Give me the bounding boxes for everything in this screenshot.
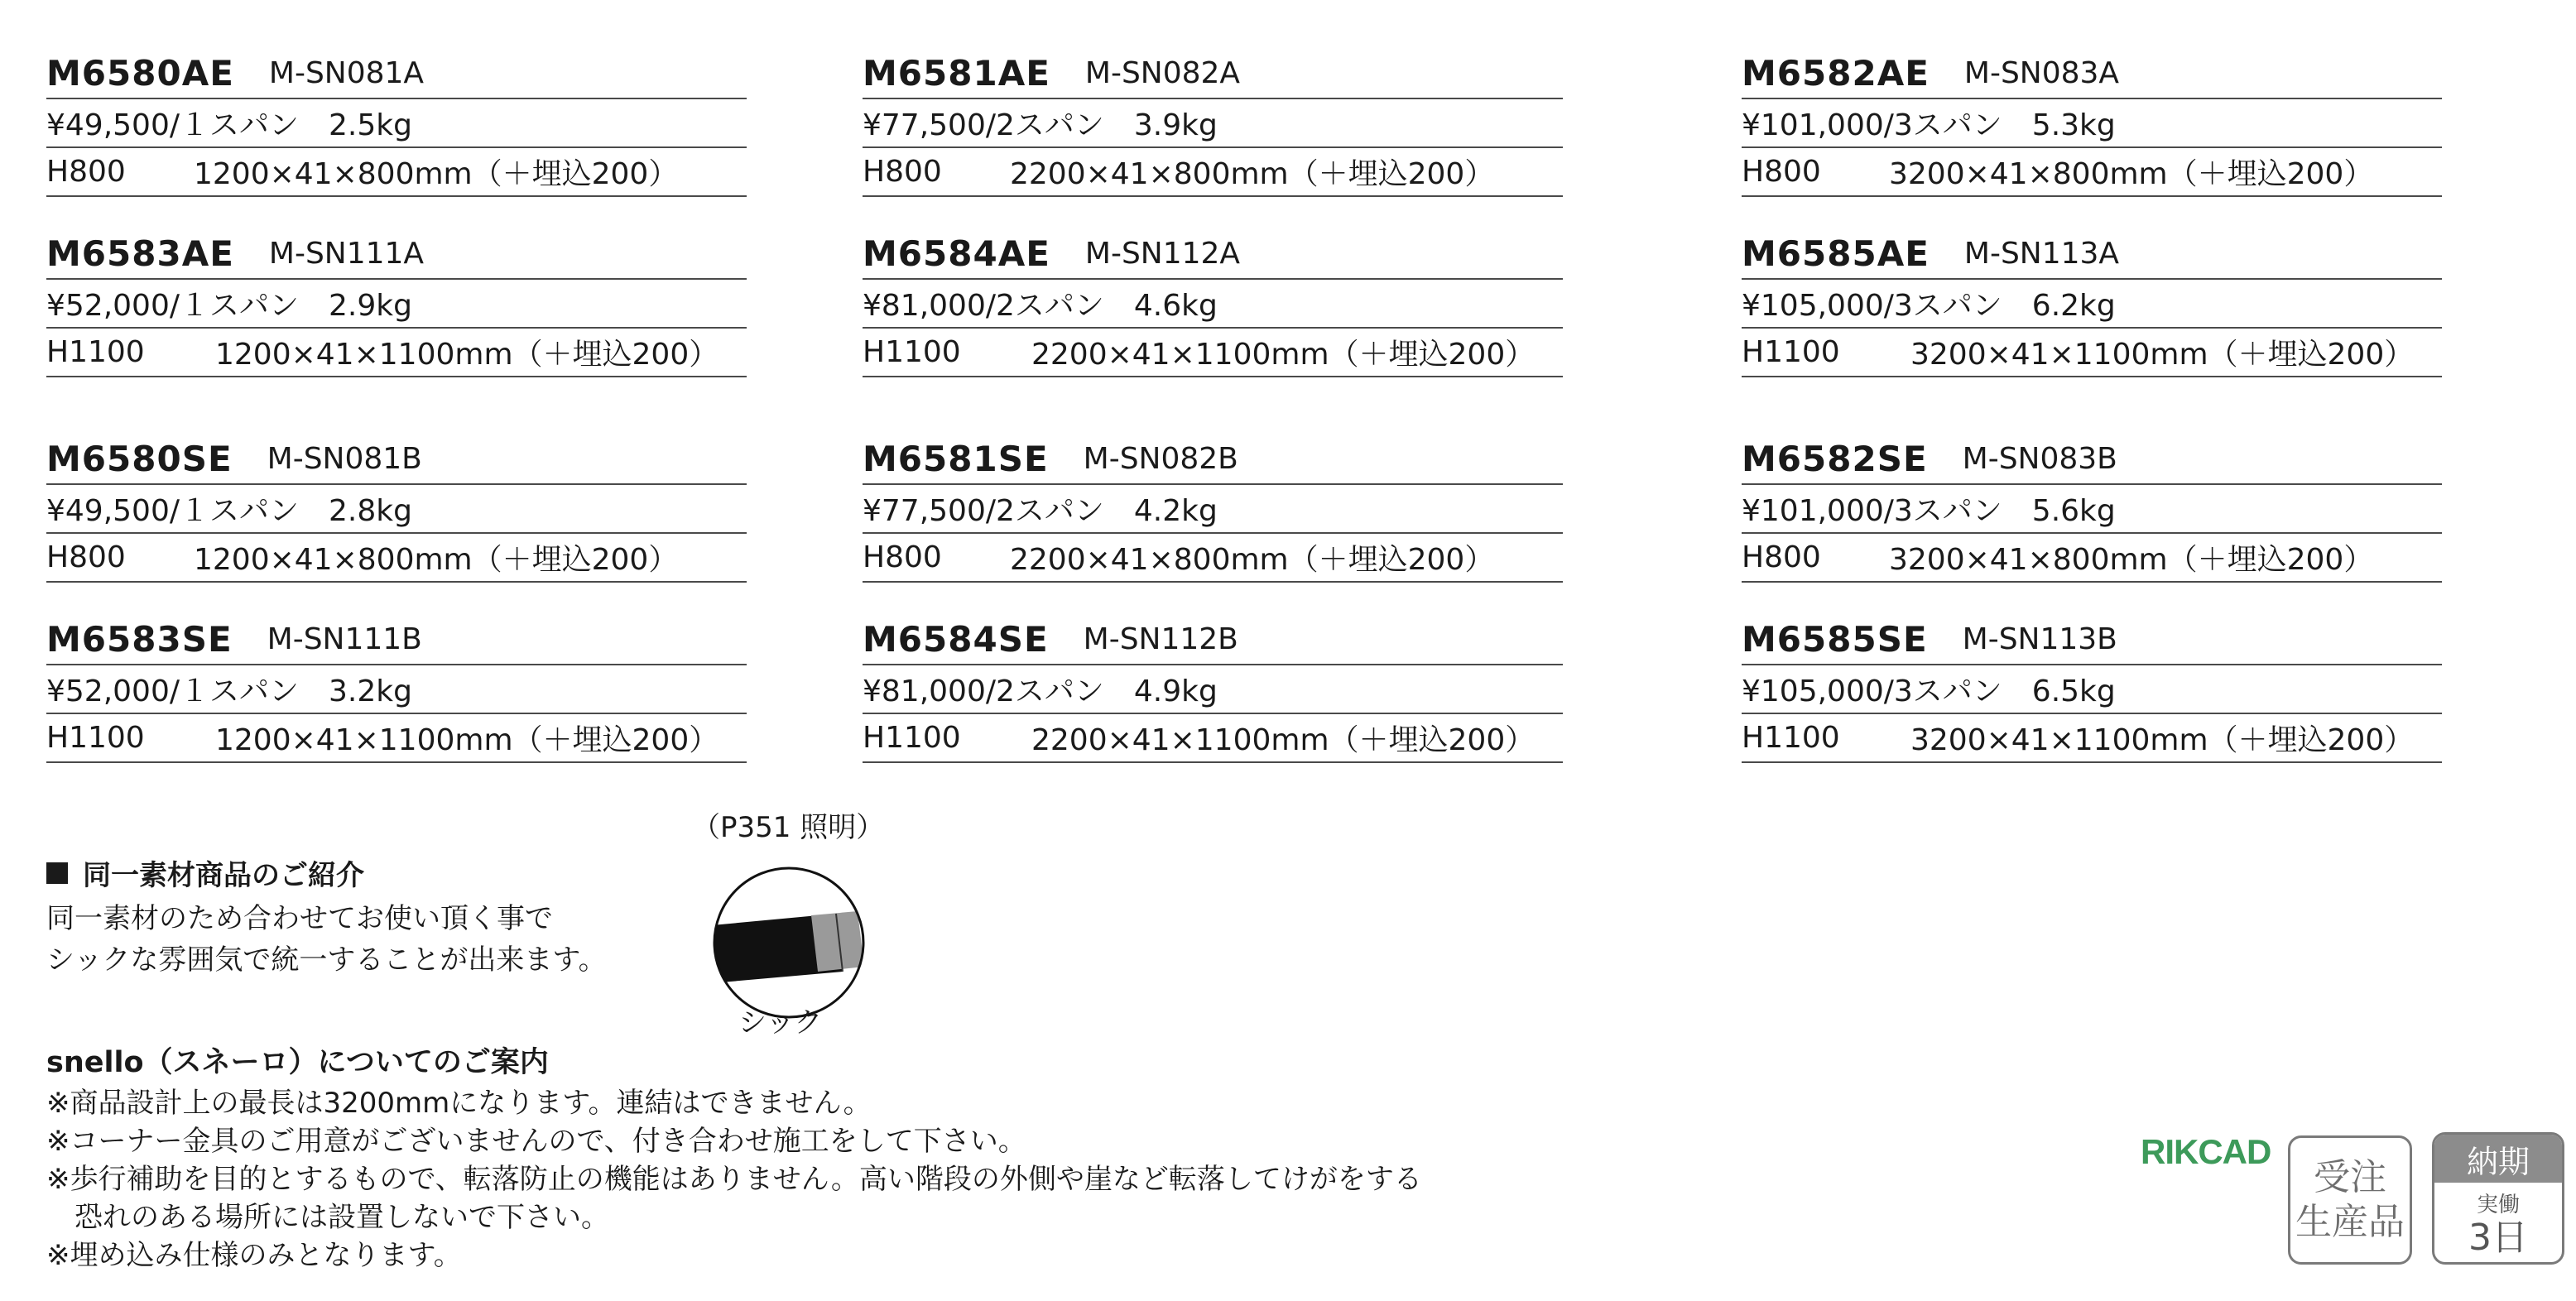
product-item: [1742, 48, 2442, 197]
product-code: M6582SE: [1742, 438, 1928, 479]
product-dims: 3200×41×1100mm（＋埋込200）: [1910, 723, 2415, 757]
made-to-order-badge: [2288, 1135, 2412, 1265]
product-height: H800: [46, 540, 126, 574]
product-subcode: M-SN113A: [1963, 236, 2120, 271]
product-code: M6584SE: [863, 618, 1049, 660]
product-height: H800: [1742, 155, 1821, 189]
badge-order-bottom: 生産品: [2295, 1201, 2405, 1243]
product-subcode: M-SN081B: [267, 441, 422, 476]
product-height: H1100: [863, 335, 961, 369]
snello-notes: [46, 1039, 1422, 1275]
product-price: ¥49,500/１スパン 2.5kg: [46, 108, 412, 142]
delivery-sub: 実働: [2476, 1193, 2520, 1217]
intro-title: [46, 852, 607, 893]
product-code: M6583AE: [46, 233, 234, 274]
product-subcode: M-SN111A: [268, 236, 425, 271]
product-height: H800: [46, 155, 126, 189]
product-subcode: M-SN081A: [268, 55, 425, 90]
product-dims: 2200×41×800mm（＋埋込200）: [1010, 543, 1495, 577]
product-dims: 2200×41×1100mm（＋埋込200）: [1031, 338, 1536, 372]
note-item: ※商品設計上の最長は3200mmになります。連結はできません。: [46, 1087, 872, 1120]
product-subcode: M-SN082A: [1084, 55, 1241, 90]
badge-order-top: 受注: [2314, 1156, 2386, 1198]
product-dims: 3200×41×800mm（＋埋込200）: [1889, 157, 2374, 191]
product-dims: 1200×41×1100mm（＋埋込200）: [215, 338, 719, 372]
product-height: H1100: [1742, 721, 1840, 755]
product-code: M6581SE: [863, 438, 1049, 479]
chic-color-swatch-icon: [712, 866, 866, 1020]
product-item: [1742, 228, 2442, 377]
product-column-2: [863, 48, 1563, 763]
product-subcode: M-SN113B: [1962, 622, 2117, 656]
product-dims: 1200×41×800mm（＋埋込200）: [194, 157, 679, 191]
product-code: M6584AE: [863, 233, 1050, 274]
product-code: M6581AE: [863, 52, 1050, 94]
swatch-label: シック: [738, 1006, 823, 1039]
product-subcode: M-SN082B: [1083, 441, 1238, 476]
product-price: ¥105,000/3スパン 6.5kg: [1742, 675, 2116, 708]
product-column-3: [1742, 48, 2442, 763]
product-code: M6585AE: [1742, 233, 1930, 274]
product-height: H1100: [46, 721, 145, 755]
note-item: 恐れのある場所には設置しないで下さい。: [46, 1201, 609, 1234]
intro-title-text: 同一素材商品のご紹介: [83, 859, 364, 892]
product-code: M6580SE: [46, 438, 233, 479]
product-price: ¥77,500/2スパン 4.2kg: [863, 494, 1218, 528]
delivery-days: 3日: [2468, 1217, 2528, 1259]
product-height: H800: [1742, 540, 1821, 574]
intro-line: シックな雰囲気で統一することが出来ます。: [46, 943, 607, 977]
product-item: [1742, 434, 2442, 583]
product-subcode: M-SN112A: [1084, 236, 1241, 271]
product-dims: 2200×41×800mm（＋埋込200）: [1010, 157, 1495, 191]
product-code: M6585SE: [1742, 618, 1928, 660]
product-item: [46, 48, 747, 197]
product-price: ¥49,500/１スパン 2.8kg: [46, 494, 412, 528]
product-price: ¥81,000/2スパン 4.6kg: [863, 289, 1218, 323]
product-dims: 1200×41×800mm（＋埋込200）: [194, 543, 679, 577]
product-code: M6582AE: [1742, 52, 1930, 94]
product-price: ¥52,000/１スパン 3.2kg: [46, 675, 412, 708]
product-item: [1742, 614, 2442, 763]
notes-heading: snello（スネーロ）についてのご案内: [46, 1046, 549, 1079]
product-item: [863, 228, 1563, 377]
product-price: ¥105,000/3スパン 6.2kg: [1742, 289, 2116, 323]
product-height: H1100: [1742, 335, 1840, 369]
product-dims: 1200×41×1100mm（＋埋込200）: [215, 723, 719, 757]
note-item: ※歩行補助を目的とするもので、転落防止の機能はありません。高い階段の外側や崖など転落してけがをする: [46, 1163, 1422, 1196]
product-height: H1100: [46, 335, 145, 369]
product-height: H1100: [863, 721, 961, 755]
product-price: ¥52,000/１スパン 2.9kg: [46, 289, 412, 323]
product-dims: 2200×41×1100mm（＋埋込200）: [1031, 723, 1536, 757]
product-code: M6583SE: [46, 618, 233, 660]
intro-body: [46, 898, 607, 981]
same-material-intro: [46, 852, 607, 981]
product-code: M6580AE: [46, 52, 234, 94]
product-column-1: [46, 48, 747, 763]
product-price: ¥101,000/3スパン 5.3kg: [1742, 108, 2116, 142]
rikcad-logo: RIKCAD: [2141, 1132, 2271, 1171]
product-item: [46, 434, 747, 583]
product-subcode: M-SN112B: [1083, 622, 1238, 656]
note-item: ※コーナー金具のご用意がございませんので、付き合わせ施工をして下さい。: [46, 1125, 1026, 1158]
intro-line: 同一素材のため合わせてお使い頂く事で: [46, 902, 553, 935]
product-height: H800: [863, 540, 942, 574]
product-item: [46, 228, 747, 377]
product-item: [46, 614, 747, 763]
note-item: ※埋め込み仕様のみとなります。: [46, 1239, 462, 1272]
page-reference: （P351 照明）: [692, 811, 885, 844]
product-price: ¥101,000/3スパン 5.6kg: [1742, 494, 2116, 528]
product-price: ¥81,000/2スパン 4.9kg: [863, 675, 1218, 708]
product-height: H800: [863, 155, 942, 189]
delivery-badge: [2432, 1132, 2564, 1265]
product-price: ¥77,500/2スパン 3.9kg: [863, 108, 1218, 142]
product-subcode: M-SN111B: [267, 622, 422, 656]
product-subcode: M-SN083A: [1963, 55, 2120, 90]
delivery-title: 納期: [2434, 1135, 2562, 1183]
product-subcode: M-SN083B: [1962, 441, 2117, 476]
product-item: [863, 48, 1563, 197]
product-item: [863, 614, 1563, 763]
square-bullet-icon: [46, 862, 68, 884]
product-dims: 3200×41×1100mm（＋埋込200）: [1910, 338, 2415, 372]
product-dims: 3200×41×800mm（＋埋込200）: [1889, 543, 2374, 577]
product-item: [863, 434, 1563, 583]
